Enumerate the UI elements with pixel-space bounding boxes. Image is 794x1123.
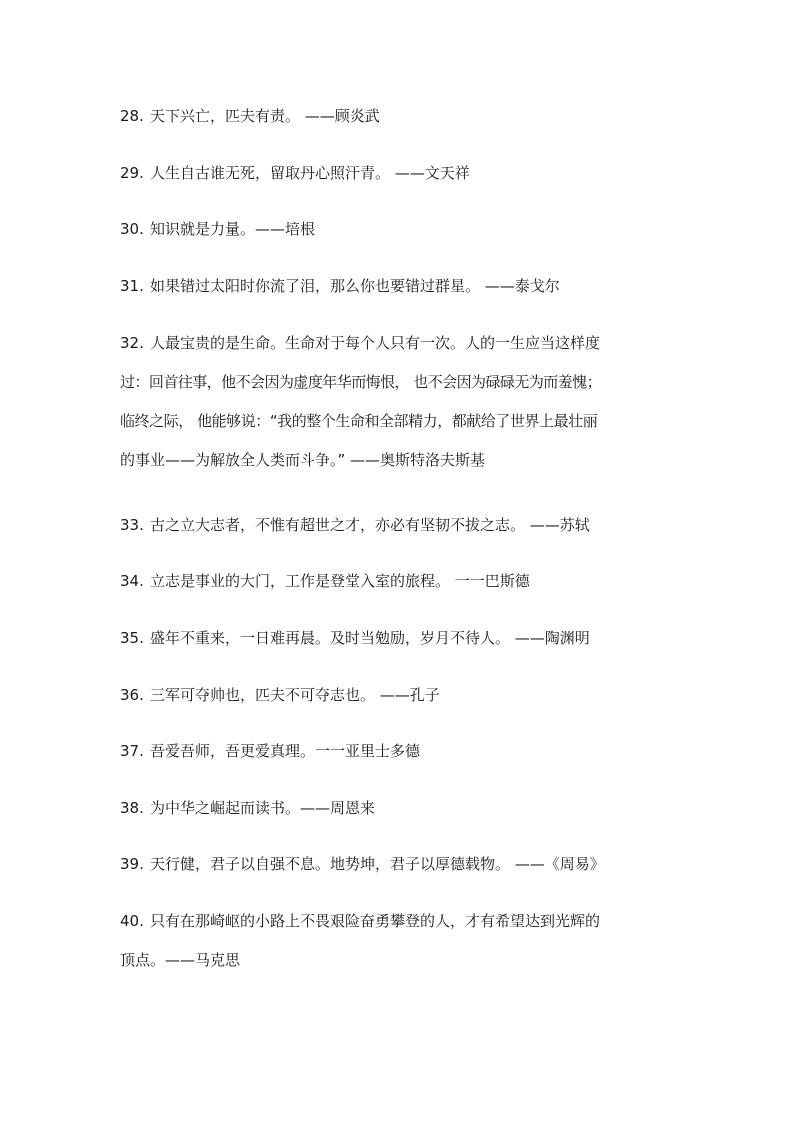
quote-text: 天行健，君子以自强不息。地势坤，君子以厚德载物。 ——《周易》 bbox=[150, 855, 605, 873]
quote-text-line-3: 临终之际， 他能够说：“我的整个生命和全部精力，都献给了世界上最壮丽 bbox=[120, 412, 598, 430]
quote-line bbox=[120, 373, 676, 392]
quote-text: 三军可夺帅也，匹夫不可夺志也。 ——孔子 bbox=[150, 686, 440, 704]
quote-text: 天下兴亡，匹夫有责。 ——顾炎武 bbox=[150, 107, 380, 125]
quote-31 bbox=[120, 277, 676, 296]
quote-33 bbox=[120, 516, 676, 535]
quote-34 bbox=[120, 572, 676, 591]
quote-38 bbox=[120, 799, 676, 818]
quote-39 bbox=[120, 855, 676, 874]
quote-line bbox=[120, 451, 676, 470]
quote-number: 36. bbox=[120, 686, 144, 704]
quote-number: 40. bbox=[120, 912, 144, 930]
quote-number: 31. bbox=[120, 277, 144, 295]
quote-35 bbox=[120, 629, 676, 648]
quote-text: 人生自古谁无死，留取丹心照汗青。 ——文天祥 bbox=[150, 164, 470, 182]
quote-line bbox=[120, 412, 676, 431]
quote-text: 立志是事业的大门，工作是登堂入室的旅程。 一一巴斯德 bbox=[150, 572, 530, 590]
quote-number: 30. bbox=[120, 220, 144, 238]
quote-text-line-2: 顶点。——马克思 bbox=[120, 951, 241, 969]
quote-text-line-2: 过：回首往事，他不会因为虚度年华而悔恨， 也不会因为碌碌无为而羞愧； bbox=[120, 373, 602, 391]
quote-text: 知识就是力量。——培根 bbox=[150, 220, 316, 238]
quote-40 bbox=[120, 912, 676, 970]
quote-text-line-1: 人最宝贵的是生命。生命对于每个人只有一次。人的一生应当这样度 bbox=[150, 334, 601, 352]
quote-line bbox=[120, 334, 676, 353]
quote-number: 39. bbox=[120, 855, 144, 873]
quote-30 bbox=[120, 220, 676, 239]
quote-number: 38. bbox=[120, 799, 144, 817]
quote-number: 37. bbox=[120, 742, 144, 760]
quote-number: 35. bbox=[120, 629, 144, 647]
quote-text: 吾爱吾师，吾更爱真理。一一亚里士多德 bbox=[150, 742, 421, 760]
quote-text: 盛年不重来，一日难再晨。及时当勉励，岁月不待人。 ——陶渊明 bbox=[150, 629, 590, 647]
quote-text-line-1: 只有在那崎岖的小路上不畏艰险奋勇攀登的人，才有希望达到光辉的 bbox=[150, 912, 601, 930]
quote-text-line-4: 的事业——为解放全人类而斗争。” ——奥斯特洛夫斯基 bbox=[120, 451, 486, 469]
quote-text: 为中华之崛起而读书。——周恩来 bbox=[150, 799, 376, 817]
quote-32 bbox=[120, 334, 676, 470]
quote-number: 29. bbox=[120, 164, 144, 182]
quote-text: 古之立大志者，不惟有超世之才，亦必有坚韧不拔之志。 ——苏轼 bbox=[150, 516, 590, 534]
quote-number: 33. bbox=[120, 516, 144, 534]
quote-text: 如果错过太阳时你流了泪，那么你也要错过群星。 ——泰戈尔 bbox=[150, 277, 560, 295]
quote-number: 34. bbox=[120, 572, 144, 590]
quote-28 bbox=[120, 107, 676, 126]
quote-number: 32. bbox=[120, 334, 144, 352]
quote-line bbox=[120, 951, 676, 970]
quote-36 bbox=[120, 686, 676, 705]
quote-line bbox=[120, 912, 676, 931]
quote-number: 28. bbox=[120, 107, 144, 125]
quote-29 bbox=[120, 164, 676, 183]
quote-37 bbox=[120, 742, 676, 761]
